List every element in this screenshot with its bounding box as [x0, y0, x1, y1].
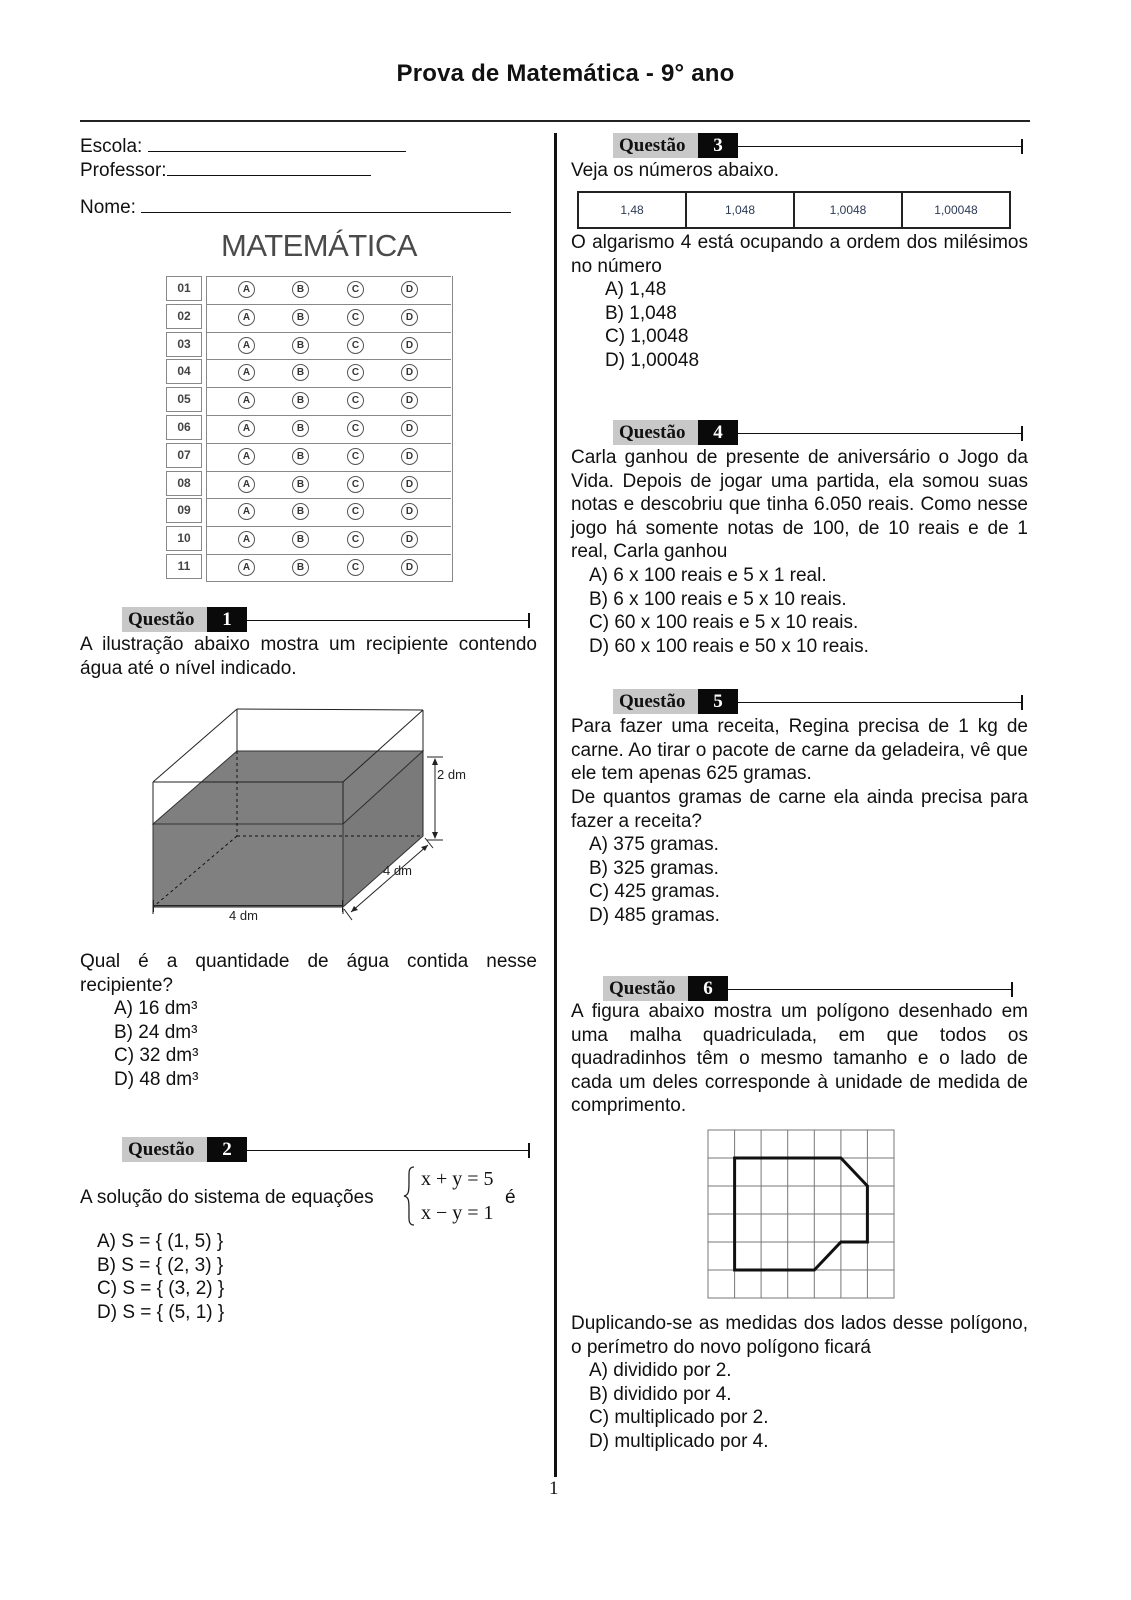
answer-bubble-c[interactable]: C [347, 559, 364, 576]
height-dimension-label: 2 dm [437, 767, 466, 782]
equation-1: x + y = 5 [421, 1168, 494, 1190]
question-6-options [589, 1359, 769, 1453]
answer-bubble-c[interactable]: C [347, 281, 364, 298]
answer-bubble-b[interactable]: B [292, 392, 309, 409]
question-3-prompt: O algarismo 4 está ocupando a ordem dos milésimos no número [571, 232, 1028, 277]
answer-bubble-d[interactable]: D [401, 531, 418, 548]
question-rule [728, 989, 1013, 990]
answer-sheet-row-number: 01 [166, 276, 202, 301]
question-number: 3 [698, 133, 738, 158]
question-rule-end [1011, 982, 1013, 997]
question-label: Questão [613, 133, 698, 158]
teacher-label: Professor: [80, 160, 167, 181]
question-2-header [122, 1137, 532, 1162]
answer-sheet-row [206, 332, 451, 358]
number-cell: 1,00048 [902, 192, 1010, 228]
answer-sheet-row [206, 359, 451, 385]
teacher-input-line[interactable] [167, 157, 371, 176]
answer-sheet [166, 276, 452, 582]
option-c[interactable]: C) 1,0048 [605, 326, 689, 348]
answer-bubble-c[interactable]: C [347, 420, 364, 437]
question-label: Questão [122, 1137, 207, 1162]
number-cell: 1,48 [578, 192, 686, 228]
question-rule-end [528, 1143, 530, 1158]
question-4-options [589, 564, 869, 658]
answer-bubble-a[interactable]: A [238, 364, 255, 381]
answer-sheet-title: MATEMÁTICA [221, 228, 417, 263]
answer-bubble-c[interactable]: C [347, 531, 364, 548]
answer-bubble-d[interactable]: D [401, 337, 418, 354]
answer-bubble-b[interactable]: B [292, 448, 309, 465]
header-divider [80, 120, 1030, 122]
option-b[interactable]: B) 6 x 100 reais e 5 x 10 reais. [589, 588, 847, 610]
numbers-table [577, 191, 1011, 229]
option-a[interactable]: A) dividido por 2. [589, 1360, 732, 1381]
question-rule [738, 702, 1023, 703]
question-6-intro: A figura abaixo mostra um polígono desenhado em uma malha quadriculada, em que todos os quadradinhos têm o mesmo tamanho e o lado de cada um deles corresponde à unidade de medida de comprimento. [571, 1001, 1028, 1117]
answer-bubble-b[interactable]: B [292, 420, 309, 437]
answer-bubble-d[interactable]: D [401, 559, 418, 576]
question-5-prompt-2: De quantos gramas de carne ela ainda precisa para fazer a receita? [571, 787, 1028, 832]
answer-bubble-b[interactable]: B [292, 309, 309, 326]
answer-bubble-c[interactable]: C [347, 503, 364, 520]
container-figure [140, 690, 480, 930]
question-number: 1 [207, 607, 247, 632]
option-b[interactable]: B) 325 gramas. [589, 857, 719, 879]
question-1-options [114, 997, 198, 1091]
answer-bubble-b[interactable]: B [292, 364, 309, 381]
question-number: 2 [207, 1137, 247, 1162]
number-cell: 1,048 [686, 192, 794, 228]
question-rule-end [1021, 426, 1023, 441]
answer-sheet-row [206, 498, 451, 524]
question-rule [738, 433, 1023, 434]
answer-bubble-a[interactable]: A [238, 392, 255, 409]
equation-2: x − y = 1 [421, 1202, 494, 1224]
option-b[interactable]: B) 1,048 [605, 302, 677, 324]
option-d[interactable]: D) S = { (5, 1) } [97, 1301, 225, 1323]
water-front-face [153, 824, 343, 907]
answer-bubble-d[interactable]: D [401, 448, 418, 465]
answer-bubble-d[interactable]: D [401, 364, 418, 381]
answer-bubble-a[interactable]: A [238, 281, 255, 298]
option-a[interactable]: A) 6 x 100 reais e 5 x 1 real. [589, 565, 827, 586]
question-5-prompt-1: Para fazer uma receita, Regina precisa de 1 kg de carne. Ao tirar o pacote de carne da geladeira, vê que ele tem apenas 625 gramas. [571, 716, 1028, 785]
answer-sheet-row-number: 03 [166, 332, 202, 357]
option-b[interactable]: B) 24 dm³ [114, 1021, 198, 1043]
answer-bubble-c[interactable]: C [347, 337, 364, 354]
school-label: Escola: [80, 136, 143, 157]
answer-bubble-c[interactable]: C [347, 309, 364, 326]
option-d[interactable]: D) multiplicado por 4. [589, 1430, 769, 1452]
answer-sheet-row-number: 02 [166, 304, 202, 329]
option-c[interactable]: C) 425 gramas. [589, 881, 720, 903]
option-d[interactable]: D) 60 x 100 reais e 50 x 10 reais. [589, 635, 869, 657]
question-number: 4 [698, 420, 738, 445]
answer-sheet-row [206, 387, 451, 413]
question-3-intro: Veja os números abaixo. [571, 160, 780, 181]
question-rule [247, 1150, 530, 1151]
question-number: 6 [688, 976, 728, 1001]
width-dimension-tick-right [342, 900, 343, 912]
number-cell: 1,0048 [794, 192, 902, 228]
name-field[interactable] [80, 194, 511, 220]
option-b[interactable]: B) S = { (2, 3) } [97, 1254, 224, 1276]
answer-bubble-a[interactable]: A [238, 448, 255, 465]
answer-sheet-row [206, 526, 451, 552]
question-5-options [589, 833, 720, 927]
answer-sheet-row [206, 276, 451, 302]
question-2-prompt-before: A solução do sistema de equações [80, 1187, 374, 1208]
question-1-intro: A ilustração abaixo mostra um recipiente contendo água até o nível indicado. [80, 634, 537, 679]
answer-bubble-d[interactable]: D [401, 281, 418, 298]
school-field[interactable] [80, 133, 406, 159]
option-a[interactable]: A) 375 gramas. [589, 834, 719, 855]
width-dimension-label: 4 dm [229, 908, 258, 923]
page-title: Prova de Matemática - 9° ano [396, 60, 735, 87]
question-4-prompt: Carla ganhou de presente de aniversário o Jogo da Vida. Depois de jogar uma partida, ela somou suas notas e descobriu que tinha 6.050 reais. Como nesse jogo há somente notas de 100, de 10 reais e de 1 real, Carla ganhou [571, 447, 1028, 563]
question-3-options [605, 278, 699, 372]
answer-bubble-c[interactable]: C [347, 392, 364, 409]
question-4-header [613, 420, 1025, 445]
answer-bubble-d[interactable]: D [401, 476, 418, 493]
option-b[interactable]: B) dividido por 4. [589, 1383, 732, 1405]
option-a[interactable]: A) S = { (1, 5) } [97, 1231, 224, 1252]
answer-bubble-b[interactable]: B [292, 503, 309, 520]
question-6-header [603, 976, 1015, 1001]
answer-sheet-row-number: 11 [166, 554, 202, 579]
answer-sheet-row-number: 04 [166, 359, 202, 384]
question-label: Questão [122, 607, 207, 632]
answer-bubble-c[interactable]: C [347, 364, 364, 381]
question-2-options [97, 1230, 224, 1324]
option-c[interactable]: C) multiplicado por 2. [589, 1407, 769, 1429]
answer-bubble-a[interactable]: A [238, 531, 255, 548]
answer-sheet-row [206, 443, 451, 469]
option-d[interactable]: D) 48 dm³ [114, 1068, 199, 1090]
question-2-prompt-after: é [505, 1187, 516, 1208]
question-number: 5 [698, 689, 738, 714]
page-number: 1 [549, 1478, 559, 1499]
answer-bubble-a[interactable]: A [238, 420, 255, 437]
answer-sheet-row-number: 09 [166, 498, 202, 523]
answer-bubble-b[interactable]: B [292, 559, 309, 576]
option-a[interactable]: A) 1,48 [605, 279, 667, 300]
depth-dimension-label: 4 dm [383, 863, 412, 878]
answer-sheet-row [206, 304, 451, 330]
answer-sheet-row [206, 554, 451, 580]
answer-bubble-b[interactable]: B [292, 337, 309, 354]
answer-bubble-a[interactable]: A [238, 559, 255, 576]
answer-sheet-row-number: 08 [166, 471, 202, 496]
answer-bubble-b[interactable]: B [292, 281, 309, 298]
question-3-header [613, 133, 1025, 158]
answer-bubble-c[interactable]: C [347, 476, 364, 493]
option-a[interactable]: A) 16 dm³ [114, 998, 198, 1019]
answer-bubble-a[interactable]: A [238, 309, 255, 326]
column-divider [554, 133, 557, 1477]
question-5-header [613, 689, 1025, 714]
answer-sheet-row [206, 471, 451, 497]
question-rule-end [1021, 139, 1023, 154]
width-dimension-line [153, 905, 343, 906]
question-1-prompt: Qual é a quantidade de água contida nesse recipiente? [80, 951, 537, 996]
question-label: Questão [613, 689, 698, 714]
name-label: Nome: [80, 197, 136, 218]
option-d[interactable]: D) 1,00048 [605, 349, 700, 371]
option-d[interactable]: D) 485 gramas. [589, 904, 720, 926]
system-brace-icon [402, 1165, 416, 1227]
answer-bubble-d[interactable]: D [401, 392, 418, 409]
option-c[interactable]: C) 60 x 100 reais e 5 x 10 reais. [589, 612, 859, 634]
question-6-prompt: Duplicando-se as medidas dos lados desse polígono, o perímetro do novo polígono ficará [571, 1313, 1028, 1358]
name-input-line[interactable] [141, 194, 511, 213]
answer-bubble-b[interactable]: B [292, 531, 309, 548]
question-rule-end [528, 613, 530, 628]
question-rule [247, 620, 530, 621]
question-rule-end [1021, 695, 1023, 710]
answer-bubble-a[interactable]: A [238, 503, 255, 520]
question-label: Questão [613, 420, 698, 445]
width-dimension-tick-left [153, 900, 154, 912]
option-c[interactable]: C) S = { (3, 2) } [97, 1278, 225, 1300]
answer-bubble-c[interactable]: C [347, 448, 364, 465]
answer-bubble-d[interactable]: D [401, 309, 418, 326]
answer-bubble-d[interactable]: D [401, 503, 418, 520]
answer-bubble-d[interactable]: D [401, 420, 418, 437]
polygon-grid-figure [706, 1128, 896, 1300]
question-1-header [122, 607, 532, 632]
answer-bubble-b[interactable]: B [292, 476, 309, 493]
answer-sheet-row-number: 06 [166, 415, 202, 440]
question-rule [738, 146, 1023, 147]
question-label: Questão [603, 976, 688, 1001]
answer-sheet-row-number: 10 [166, 526, 202, 551]
option-c[interactable]: C) 32 dm³ [114, 1045, 199, 1067]
teacher-field[interactable] [80, 157, 371, 183]
school-input-line[interactable] [148, 133, 406, 152]
answer-sheet-row-number: 07 [166, 443, 202, 468]
answer-sheet-row-number: 05 [166, 387, 202, 412]
answer-bubble-a[interactable]: A [238, 476, 255, 493]
answer-sheet-row [206, 415, 451, 441]
answer-bubble-a[interactable]: A [238, 337, 255, 354]
